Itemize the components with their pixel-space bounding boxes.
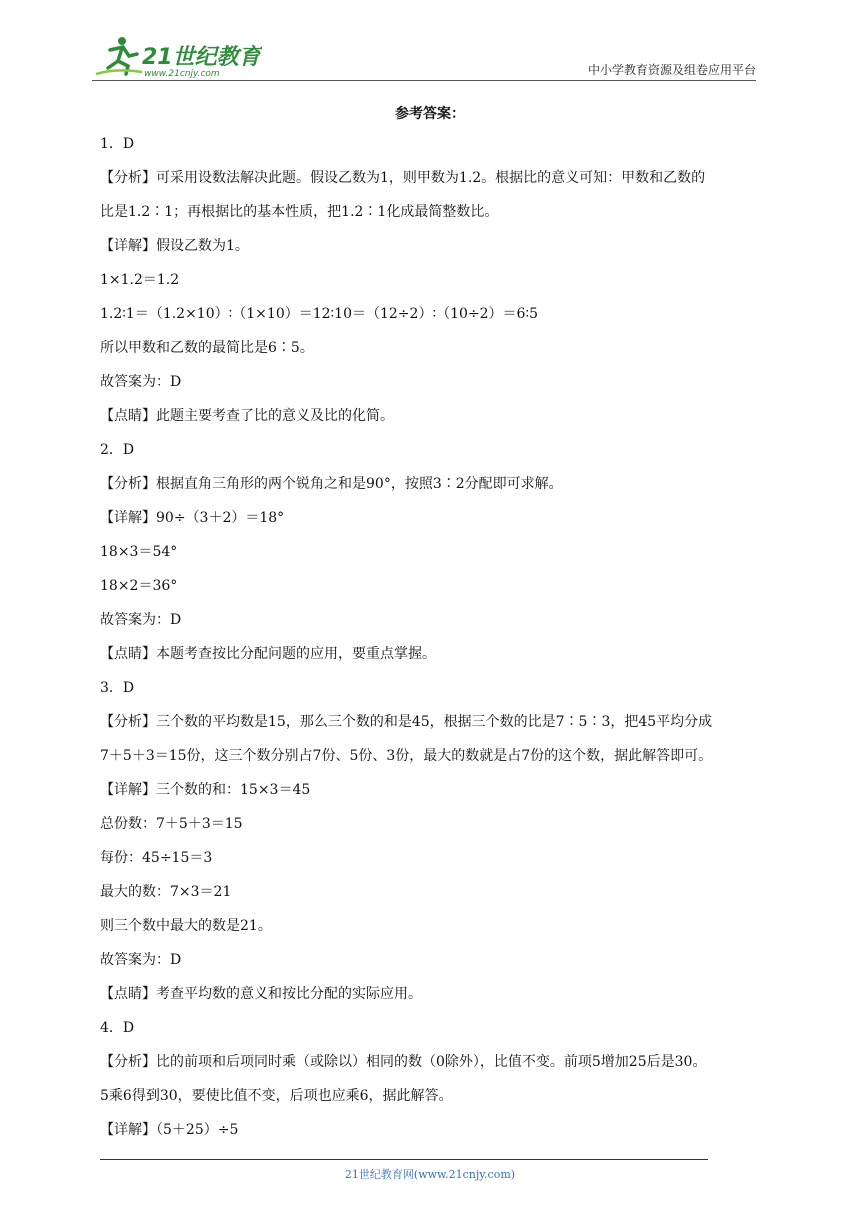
footer-divider [100,1159,708,1160]
platform-name: 中小学教育资源及组卷应用平台 [587,63,756,77]
text-line: 故答案为：D [100,952,182,968]
text-line: 比是1.2∶1；再根据比的基本性质，把1.2∶1化成最简整数比。 [100,204,499,220]
page-header [0,0,860,90]
text-line: 【点睛】本题考查按比分配问题的应用，要重点掌握。 [100,646,436,662]
text-line: 每份：45÷15＝3 [100,850,213,866]
text-line: 最大的数：7×3＝21 [100,884,232,900]
page-footer: 21世纪教育网(www.21cnjy.com) [344,1168,516,1181]
text-line: 故答案为：D [100,612,182,628]
text-line: 1×1.2＝1.2 [100,272,180,288]
text-line: 【详解】90÷（3＋2）＝18° [100,510,285,526]
text-line: 【分析】比的前项和后项同时乘（或除以）相同的数（0除外），比值不变。前项5增加25后是30。 [100,1054,707,1070]
text-line: 【详解】（5＋25）÷5 [100,1122,239,1138]
text-line: 【点睛】此题主要考查了比的意义及比的化简。 [100,408,394,424]
logo-text: 21世纪教育 [142,45,261,70]
text-line: 【详解】假设乙数为1。 [100,238,249,254]
text-line: 【分析】根据直角三角形的两个锐角之和是90°，按照3∶2分配即可求解。 [100,476,563,492]
text-line: 5乘6得到30，要使比值不变，后项也应乘6，据此解答。 [100,1088,453,1104]
text-line: 【分析】三个数的平均数是15，那么三个数的和是45，根据三个数的比是7∶5∶3，把45平均分成 [100,714,713,730]
answer-content [100,127,760,1147]
text-line: 【分析】可采用设数法解决此题。假设乙数为1，则甲数为1.2。根据比的意义可知：甲数和乙数的 [100,170,706,186]
text-line: 所以甲数和乙数的最简比是6∶5。 [100,340,314,356]
text-line: 【详解】三个数的和：15×3＝45 [100,782,311,798]
text-line: 7＋5＋3＝15份，这三个数分别占7份、5份、3份，最大的数就是占7份的这个数，据此解答即可。 [100,748,713,764]
text-line: 18×3＝54° [100,544,178,560]
text-line: 3．D [100,680,135,696]
logo-url: www.21cnjy.com [144,69,220,79]
text-line: 故答案为：D [100,374,182,390]
text-line: 1．D [100,136,135,152]
text-line: 则三个数中最大的数是21。 [100,918,272,934]
text-line: 4．D [100,1020,135,1036]
answer-title: 参考答案： [395,106,465,122]
header-divider [92,80,756,81]
text-line: 总份数：7＋5＋3＝15 [100,816,243,832]
text-line: 【点睛】考查平均数的意义和按比分配的实际应用。 [100,986,422,1002]
text-line: 18×2＝36° [100,578,178,594]
text-line: 2．D [100,442,135,458]
site-logo [92,34,262,80]
text-line: 1.2∶1＝（1.2×10）∶（1×10）＝12∶10＝（12÷2）∶（10÷2）＝6∶5 [100,306,538,322]
